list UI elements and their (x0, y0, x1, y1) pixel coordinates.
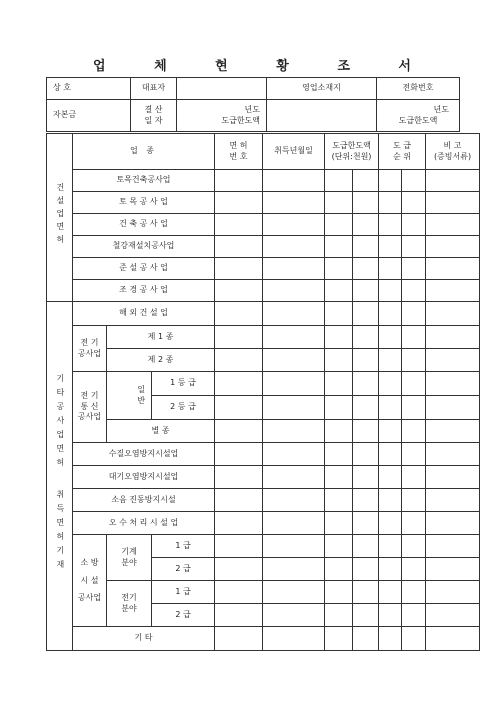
page-title: 업 체 현 황 조 서 (93, 59, 433, 74)
blank-cell[interactable] (263, 214, 325, 236)
row-air-pollution: 대기오염방지시설업 (73, 466, 215, 489)
blank-cell[interactable] (402, 489, 426, 512)
blank-cell[interactable] (379, 443, 402, 466)
blank-cell[interactable] (325, 443, 353, 466)
blank-cell[interactable] (263, 489, 325, 512)
blank-cell[interactable] (263, 192, 325, 214)
construction-side-label (47, 134, 73, 302)
blank-cell[interactable] (426, 214, 480, 236)
blank-cell[interactable] (426, 535, 480, 558)
blank-cell[interactable] (426, 326, 480, 349)
row-fire-elec-grade1: 1 급 (152, 581, 215, 604)
label-location: 영업소재지 (267, 78, 377, 100)
blank-cell[interactable] (402, 443, 426, 466)
label-company-name: 상 호 (47, 78, 131, 100)
blank-cell[interactable] (325, 489, 353, 512)
blank-cell[interactable] (379, 258, 402, 280)
row-water-pollution: 수질오염방지시설업 (73, 443, 215, 466)
blank-cell[interactable] (379, 512, 402, 535)
blank-cell[interactable] (379, 535, 402, 558)
blank-cell[interactable] (402, 280, 426, 302)
blank-cell[interactable] (215, 326, 263, 349)
row-telecom-grade2: 2 등 급 (152, 396, 215, 420)
blank-cell[interactable] (325, 236, 353, 258)
blank-cell[interactable] (379, 170, 402, 192)
blank-cell[interactable] (353, 535, 379, 558)
blank-cell[interactable] (426, 627, 480, 651)
side-label-construction: 건설업면허 (55, 183, 65, 249)
label-electric: 전 기 공사업 (73, 326, 107, 372)
blank-cell[interactable] (263, 258, 325, 280)
label-year2-limit: 년도 도급한도액 (377, 100, 460, 132)
blank-cell[interactable] (402, 326, 426, 349)
blank-cell[interactable] (353, 466, 379, 489)
blank-cell[interactable] (353, 192, 379, 214)
blank-cell[interactable] (325, 604, 353, 627)
blank-cell[interactable] (263, 604, 325, 627)
blank-cell[interactable] (263, 627, 325, 651)
blank-cell[interactable] (379, 466, 402, 489)
label-telecom-general: 일 반 (132, 372, 152, 420)
other-side-label: 기타공사업면허 취득면허기재 (47, 302, 73, 651)
col-license-no: 면 허 번 호 (215, 134, 263, 170)
blank-cell[interactable] (215, 258, 263, 280)
blank-cell[interactable] (325, 302, 353, 326)
blank-cell[interactable] (426, 396, 480, 420)
blank-cell[interactable] (325, 280, 353, 302)
blank-cell[interactable] (325, 581, 353, 604)
blank-cell[interactable] (353, 372, 379, 396)
blank-cell[interactable] (215, 302, 263, 326)
row-sewage: 오 수 처 리 시 설 업 (73, 512, 215, 535)
blank-cell[interactable] (353, 489, 379, 512)
blank-cell[interactable] (263, 581, 325, 604)
blank-cell[interactable] (402, 604, 426, 627)
col-acquired-date: 취득년월일 (263, 134, 325, 170)
blank-cell[interactable] (215, 512, 263, 535)
row-steel: 철강재설치공사업 (73, 236, 215, 258)
blank-cell[interactable] (215, 581, 263, 604)
license-table (46, 133, 480, 651)
blank-cell[interactable] (426, 420, 480, 443)
row-noise: 소음 진동방지시설 (73, 489, 215, 512)
blank-cell[interactable] (402, 627, 426, 651)
blank-cell[interactable] (325, 258, 353, 280)
blank-cell[interactable] (325, 349, 353, 372)
blank-cell[interactable] (215, 280, 263, 302)
blank-cell[interactable] (426, 280, 480, 302)
company-header-table (46, 77, 460, 132)
blank-cell[interactable] (379, 326, 402, 349)
blank-cell[interactable] (325, 627, 353, 651)
blank-cell[interactable] (426, 192, 480, 214)
blank-cell[interactable] (215, 170, 263, 192)
blank-cell[interactable] (402, 170, 426, 192)
col-contract-limit: 도급한도액 (단위:천원) (325, 134, 379, 170)
blank-cell[interactable] (379, 396, 402, 420)
blank-cell[interactable] (215, 627, 263, 651)
blank-cell[interactable] (263, 466, 325, 489)
blank-cell[interactable] (215, 192, 263, 214)
blank-cell[interactable] (215, 372, 263, 396)
blank-cell[interactable] (263, 420, 325, 443)
row-civil-architecture: 토목건축공사업 (73, 170, 215, 192)
blank-cell[interactable] (215, 558, 263, 581)
col-contract-rank: 도 급 순 위 (379, 134, 426, 170)
blank-cell[interactable] (402, 236, 426, 258)
blank-cell[interactable] (426, 443, 480, 466)
row-architecture: 건 축 공 사 업 (73, 214, 215, 236)
blank-cell[interactable] (379, 192, 402, 214)
blank-cell[interactable] (402, 512, 426, 535)
col-industry: 업 종 (73, 134, 215, 170)
blank-cell[interactable] (353, 604, 379, 627)
blank-cell[interactable] (263, 326, 325, 349)
blank-cell[interactable] (325, 192, 353, 214)
blank-cell[interactable] (426, 302, 480, 326)
blank-cell[interactable] (402, 349, 426, 372)
blank-cell[interactable] (353, 512, 379, 535)
label-fire-elec: 전기 분야 (107, 581, 152, 627)
blank-cell[interactable] (263, 302, 325, 326)
row-electric-grade2: 제 2 종 (107, 349, 215, 372)
blank-cell[interactable] (426, 489, 480, 512)
blank-cell[interactable] (353, 302, 379, 326)
blank-cell[interactable] (353, 420, 379, 443)
row-landscape: 조 경 공 사 업 (73, 280, 215, 302)
blank-cell[interactable] (325, 396, 353, 420)
blank-cell[interactable] (263, 558, 325, 581)
blank-cell[interactable] (402, 466, 426, 489)
row-overseas: 해 외 건 설 업 (73, 302, 215, 326)
blank-cell[interactable] (426, 512, 480, 535)
blank-cell[interactable] (325, 558, 353, 581)
blank-cell[interactable] (215, 443, 263, 466)
row-etc: 기 타 (73, 627, 215, 651)
blank-cell[interactable] (215, 535, 263, 558)
blank-cell[interactable] (215, 396, 263, 420)
blank-cell[interactable] (426, 236, 480, 258)
blank-cell[interactable] (353, 627, 379, 651)
blank-cell[interactable] (353, 326, 379, 349)
label-phone: 전화번호 (377, 78, 460, 100)
row-fire-elec-grade2: 2 급 (152, 604, 215, 627)
blank-cell[interactable] (379, 581, 402, 604)
row-electric-grade1: 제 1 종 (107, 326, 215, 349)
blank-cell[interactable] (379, 489, 402, 512)
blank-cell[interactable] (379, 236, 402, 258)
blank-cell[interactable] (353, 170, 379, 192)
blank-cell[interactable] (263, 443, 325, 466)
blank-cell[interactable] (325, 512, 353, 535)
blank-cell[interactable] (353, 581, 379, 604)
blank-cell[interactable] (426, 349, 480, 372)
blank-cell[interactable] (426, 604, 480, 627)
blank-cell[interactable] (215, 236, 263, 258)
blank-cell[interactable] (215, 420, 263, 443)
blank-cell[interactable] (353, 443, 379, 466)
blank-cell[interactable] (379, 558, 402, 581)
blank-cell[interactable] (107, 372, 132, 420)
blank-cell[interactable] (215, 489, 263, 512)
blank-cell[interactable] (215, 466, 263, 489)
blank-cell[interactable] (379, 627, 402, 651)
value-year1-limit[interactable] (267, 100, 377, 132)
blank-cell[interactable] (215, 214, 263, 236)
blank-cell[interactable] (402, 420, 426, 443)
blank-cell[interactable] (215, 604, 263, 627)
row-telecom-special: 별 종 (107, 420, 215, 443)
row-civil: 토 목 공 사 업 (73, 192, 215, 214)
blank-cell[interactable] (325, 372, 353, 396)
blank-cell[interactable] (263, 349, 325, 372)
value-ceo[interactable] (177, 78, 267, 100)
blank-cell[interactable] (379, 280, 402, 302)
blank-cell[interactable] (263, 512, 325, 535)
blank-cell[interactable] (379, 302, 402, 326)
blank-cell[interactable] (426, 372, 480, 396)
blank-cell[interactable] (402, 302, 426, 326)
row-dredging: 준 설 공 사 업 (73, 258, 215, 280)
blank-cell[interactable] (263, 535, 325, 558)
blank-cell[interactable] (215, 349, 263, 372)
blank-cell[interactable] (263, 396, 325, 420)
blank-cell[interactable] (353, 236, 379, 258)
blank-cell[interactable] (402, 192, 426, 214)
blank-cell[interactable] (426, 170, 480, 192)
blank-cell[interactable] (379, 372, 402, 396)
blank-cell[interactable] (263, 280, 325, 302)
blank-cell[interactable] (325, 420, 353, 443)
blank-cell[interactable] (402, 535, 426, 558)
blank-cell[interactable] (426, 466, 480, 489)
blank-cell[interactable] (353, 558, 379, 581)
blank-cell[interactable] (379, 349, 402, 372)
blank-cell[interactable] (325, 326, 353, 349)
blank-cell[interactable] (353, 396, 379, 420)
blank-cell[interactable] (402, 258, 426, 280)
blank-cell[interactable] (353, 214, 379, 236)
blank-cell[interactable] (325, 466, 353, 489)
blank-cell[interactable] (402, 396, 426, 420)
blank-cell[interactable] (325, 214, 353, 236)
col-note: 비 고 (증빙서류) (426, 134, 480, 170)
label-fire-mech: 기계 분야 (107, 535, 152, 581)
blank-cell[interactable] (325, 535, 353, 558)
blank-cell[interactable] (263, 372, 325, 396)
blank-cell[interactable] (325, 170, 353, 192)
blank-cell[interactable] (402, 214, 426, 236)
blank-cell[interactable] (426, 581, 480, 604)
label-capital: 자본금 (47, 100, 131, 132)
label-fire: 소 방 시 설 공사업 (73, 535, 107, 627)
blank-cell[interactable] (379, 420, 402, 443)
label-ceo: 대표자 (131, 78, 177, 100)
blank-cell[interactable] (263, 236, 325, 258)
blank-cell[interactable] (353, 258, 379, 280)
blank-cell[interactable] (353, 280, 379, 302)
row-telecom-grade1: 1 등 급 (152, 372, 215, 396)
blank-cell[interactable] (379, 604, 402, 627)
blank-cell[interactable] (402, 558, 426, 581)
blank-cell[interactable] (402, 581, 426, 604)
blank-cell[interactable] (353, 349, 379, 372)
row-fire-mech-grade2: 2 급 (152, 558, 215, 581)
blank-cell[interactable] (426, 558, 480, 581)
blank-cell[interactable] (379, 214, 402, 236)
label-settlement-date: 결 산 일 자 (131, 100, 177, 132)
label-telecom: 전 기 통 신 공사업 (73, 372, 107, 443)
blank-cell[interactable] (426, 258, 480, 280)
blank-cell[interactable] (402, 372, 426, 396)
blank-cell[interactable] (263, 170, 325, 192)
label-year1-limit: 년도 도급한도액 (177, 100, 267, 132)
row-fire-mech-grade1: 1 급 (152, 535, 215, 558)
